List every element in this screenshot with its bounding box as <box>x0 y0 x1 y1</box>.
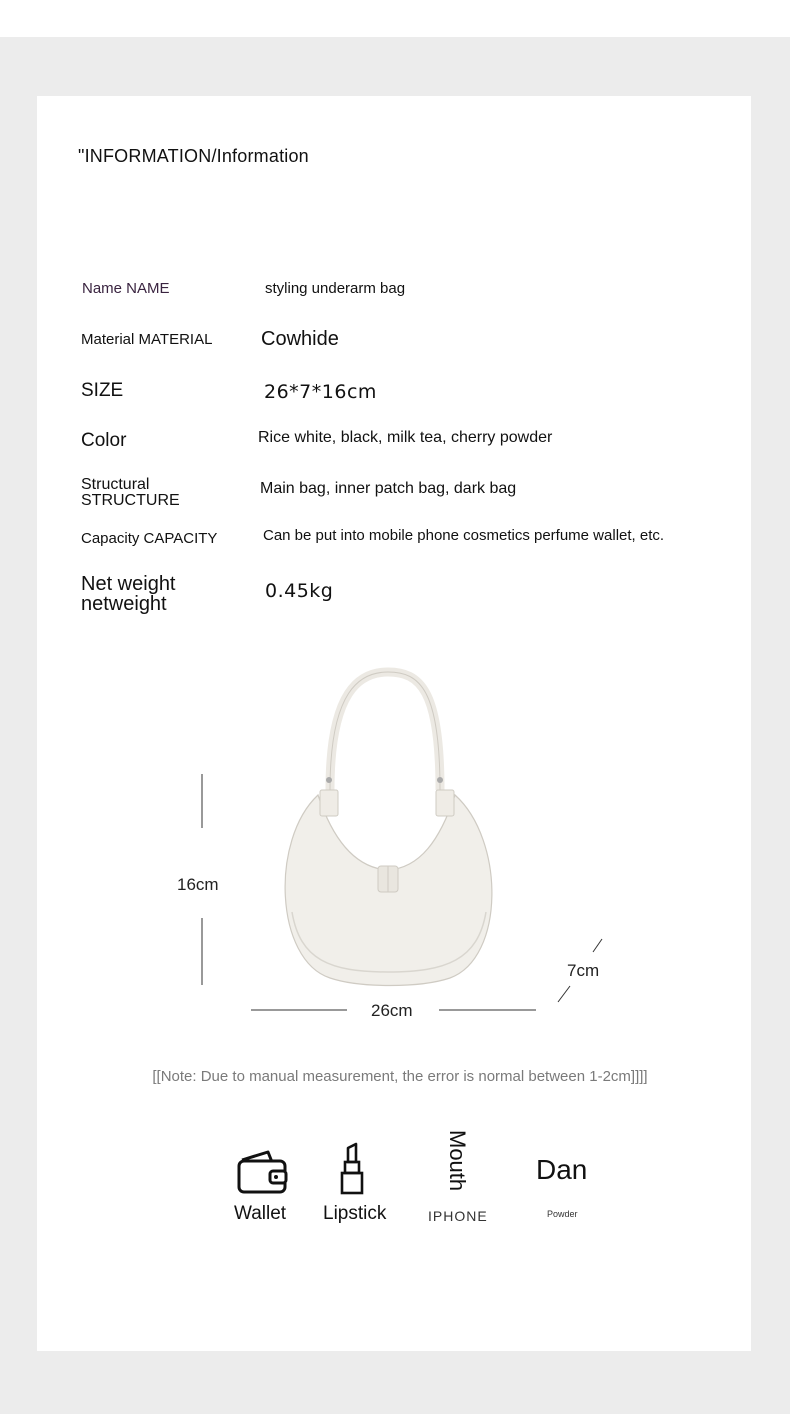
lipstick-icon <box>340 1142 366 1196</box>
feature-mouth-label: Mouth <box>445 1130 470 1192</box>
structure-label <box>81 477 201 509</box>
feature-dan-label: Dan <box>536 1154 588 1185</box>
wallet-icon <box>236 1148 292 1196</box>
material-label: Material MATERIAL <box>81 331 213 348</box>
size-value: 26*7*16cm <box>264 381 377 403</box>
bag-left-tab <box>320 790 338 816</box>
weight-label-line2: netweight <box>81 593 167 615</box>
bag-product-image <box>0 660 790 1030</box>
depth-dimension: 7cm <box>567 961 600 980</box>
measurement-note: [[Note: Due to manual measurement, the error is normal between 1-2cm]]]] <box>152 1068 648 1085</box>
weight-label-line1: Net weight <box>81 573 176 595</box>
width-dimension: 26cm <box>371 1001 413 1020</box>
structure-label-line1: Structural <box>81 476 150 493</box>
height-dimension: 16cm <box>177 875 219 894</box>
structure-label-line2: STRUCTURE <box>81 492 180 509</box>
size-label: SIZE <box>81 380 124 401</box>
color-value: Rice white, black, milk tea, cherry powder <box>258 429 553 446</box>
name-value: styling underarm bag <box>265 280 406 297</box>
feature-lipstick-label: Lipstick <box>323 1203 387 1224</box>
capacity-value: Can be put into mobile phone cosmetics perfume wallet, etc. <box>263 527 665 544</box>
feature-iphone-label: IPHONE <box>428 1208 488 1224</box>
name-label: Name NAME <box>82 280 170 297</box>
structure-value: Main bag, inner patch bag, dark bag <box>260 480 517 497</box>
material-value: Cowhide <box>261 328 339 350</box>
weight-label <box>81 574 211 614</box>
section-heading: "INFORMATION/Information <box>78 146 309 166</box>
capacity-label: Capacity CAPACITY <box>81 530 218 547</box>
weight-value: 0.45kg <box>265 580 334 602</box>
color-label: Color <box>81 430 127 451</box>
depth-line-bottom <box>558 986 570 1002</box>
feature-wallet-label: Wallet <box>234 1203 287 1224</box>
bag-right-tab <box>436 790 454 816</box>
feature-powder-label: Powder <box>547 1209 578 1219</box>
depth-line-top <box>593 939 602 952</box>
